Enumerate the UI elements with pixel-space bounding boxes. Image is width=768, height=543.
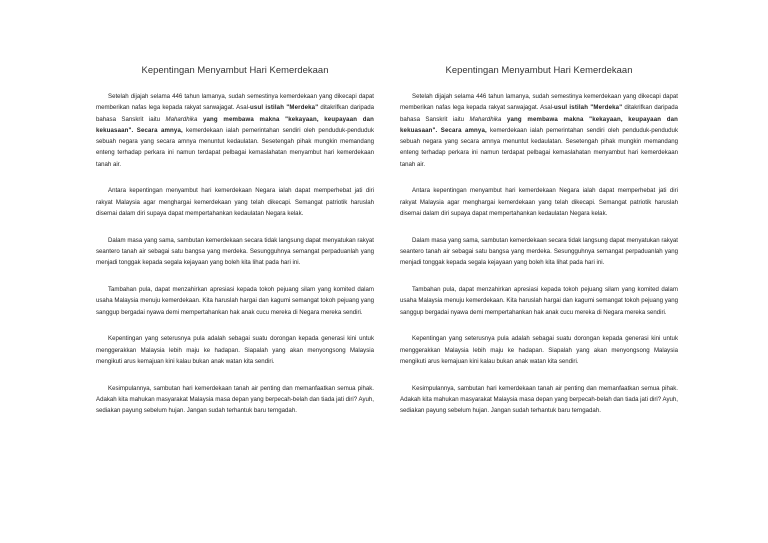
page-left [96,64,374,432]
paragraph-3-text: Dalam masa yang sama, sambutan kemerdekaan secara tidak langsung dapat menyatukan rakyat seantero tanah air sebagai satu bangsa yang merdeka. Sesungguhnya semangat perpaduanlah yang menjadi tonggak kepada segala kejayaan yang boleh kita lihat pada hari ini. [400,236,678,267]
paragraph-6-text: Kesimpulannya, sambutan hari kemerdekaan tanah air penting dan memanfaatkan semua pihak. Adakah kita mahukan masyarakat Malaysia masa depan yang berpecah-belah dan tiada jati diri? Ayuh, sediakan payung sebelum hujan. Jangan sudah terhantuk baru terngadah. [96,384,375,415]
paragraph-3-text: Dalam masa yang sama, sambutan kemerdekaan secara tidak langsung dapat menyatukan rakyat seantero tanah air sebagai satu bangsa yang merdeka. Sesungguhnya semangat perpaduanlah yang menjadi tonggak kepada segala kejayaan yang boleh kita lihat pada hari ini. [96,236,374,267]
intro-text-e: yang membawa makna "kekayaan, keupayaan dan kekuasaan". Secara amnya, [400,115,679,134]
paragraph-2-text: Antara kepentingan menyambut hari kemerdekaan Negara ialah dapat memperhebat jati diri rakyat Malaysia agar menghargai kemerdekaan yang telah dikecapi. Semangat patriotik haruslah disemai dalam diri supaya dapat mempertahankan kedaulatan Negara kelak. [96,187,374,218]
paragraph-3 [96,235,374,269]
intro-text-d: Mahardhika [469,115,502,123]
paragraph-4 [400,284,678,318]
paragraph-6-text: Kesimpulannya, sambutan hari kemerdekaan tanah air penting dan memanfaatkan semua pihak. Adakah kita mahukan masyarakat Malaysia masa depan yang berpecah-belah dan tiada jati diri? Ayuh, sediakan payung sebelum hujan. Jangan sudah terhantuk baru terngadah. [400,384,679,415]
intro-text-b: usul istilah "Merdeka" [554,104,623,112]
intro-text-a: Setelah dijajah selama 446 tahun lamanya, sudah semestinya kemerdekaan yang dikecapi dapat memberikan nafas lega kepada rakyat sarwajagat. Asal- [96,93,374,112]
paragraph-5 [96,333,374,367]
intro-text-c: ditakrifkan daripada bahasa Sanskrit iaitu [400,104,678,123]
paragraph-intro [400,91,678,170]
paragraph-2 [400,185,678,219]
paragraph-6 [96,383,374,417]
paragraph-4 [96,284,374,318]
intro-text-b: usul istilah "Merdeka" [250,104,319,112]
paragraph-6 [400,383,678,417]
paragraph-4-text: Tambahan pula, dapat menzahirkan apresiasi kepada tokoh pejuang silam yang komited dalam usaha Malaysia menuju kemerdekaan. Kita haruslah hargai dan kagumi semangat tokoh pejuang yang sanggup bergadai nyawa demi mempertahankan hak anak cucu mereka di Negara mereka sendiri. [96,286,374,316]
paragraph-2-text: Antara kepentingan menyambut hari kemerdekaan Negara ialah dapat memperhebat jati diri rakyat Malaysia agar menghargai kemerdekaan yang telah dikecapi. Semangat patriotik haruslah disemai dalam diri supaya dapat mempertahankan kedaulatan Negara kelak. [400,187,678,218]
paragraph-2 [96,185,374,219]
intro-text-f: kemerdekaan ialah pemerintahan sendiri oleh penduduk-penduduk sebuah negara yang secara amnya menuntut kedaulatan. Sesetengah pihak mungkin memandang enteng terhadap perkara ini namun terdapat pelbagai kemaslahatan menyambut hari kemerdekaan tanah air. [400,126,678,168]
intro-text-f: kemerdekaan ialah pemerintahan sendiri oleh penduduk-penduduk sebuah negara yang secara amnya menuntut kedaulatan. Sesetengah pihak mungkin memandang enteng terhadap perkara ini namun terdapat pelbagai kemaslahatan menyambut hari kemerdekaan tanah air. [96,126,374,168]
paragraph-5-text: Kepentingan yang seterusnya pula adalah sebagai suatu dorongan kepada generasi kini untuk menggerakkan Malaysia lebih maju ke hadapan. Siapalah yang akan menyongsong Malaysia mengikuti arus kemajuan kini kalau bukan anak watan kita sendiri. [400,335,678,365]
document-title: Kepentingan Menyambut Hari Kemerdekaan [141,64,329,75]
paragraph-5-text: Kepentingan yang seterusnya pula adalah sebagai suatu dorongan kepada generasi kini untuk menggerakkan Malaysia lebih maju ke hadapan. Siapalah yang akan menyongsong Malaysia mengikuti arus kemajuan kini kalau bukan anak watan kita sendiri. [96,335,374,365]
intro-text-d: Mahardhika [165,115,198,123]
intro-text-a: Setelah dijajah selama 446 tahun lamanya, sudah semestinya kemerdekaan yang dikecapi dapat memberikan nafas lega kepada rakyat sarwajagat. Asal- [400,93,678,112]
document-title: Kepentingan Menyambut Hari Kemerdekaan [445,64,633,75]
intro-text-c: ditakrifkan daripada bahasa Sanskrit iaitu [96,104,374,123]
page-right [400,64,678,432]
paragraph-3 [400,235,678,269]
intro-text-e: yang membawa makna "kekayaan, keupayaan dan kekuasaan". Secara amnya, [96,115,375,134]
paragraph-4-text: Tambahan pula, dapat menzahirkan apresiasi kepada tokoh pejuang silam yang komited dalam usaha Malaysia menuju kemerdekaan. Kita haruslah hargai dan kagumi semangat tokoh pejuang yang sanggup bergadai nyawa demi mempertahankan hak anak cucu mereka di Negara mereka sendiri. [400,286,678,316]
paragraph-intro [96,91,374,170]
paragraph-5 [400,333,678,367]
